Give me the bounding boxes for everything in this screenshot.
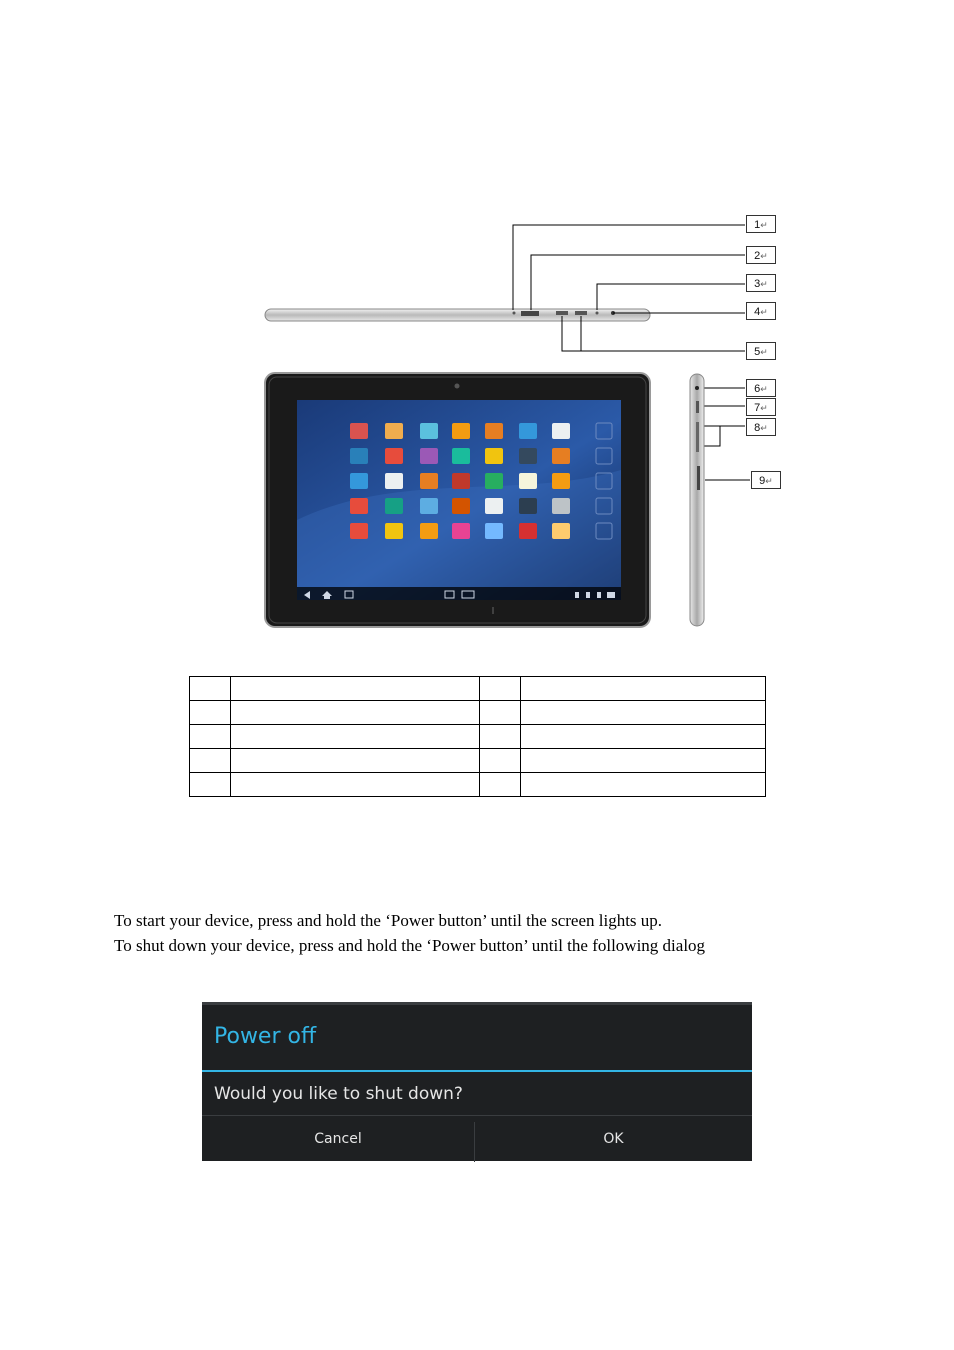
callout-1: 1↵	[746, 215, 776, 233]
table-cell	[521, 773, 766, 797]
dialog-top-strip	[202, 1002, 752, 1005]
table-cell	[190, 725, 231, 749]
tablet-illustration	[0, 0, 954, 640]
table-cell	[190, 749, 231, 773]
dialog-title: Power off	[214, 1024, 317, 1049]
callout-3: 3↵	[746, 274, 776, 292]
device-diagram	[0, 0, 954, 640]
dialog-message: Would you like to shut down?	[214, 1084, 463, 1104]
table-cell	[231, 773, 480, 797]
table-cell	[480, 725, 521, 749]
table-row	[190, 749, 766, 773]
callout-6: 6↵	[746, 379, 776, 397]
table-cell	[190, 701, 231, 725]
table-cell	[480, 701, 521, 725]
table-row	[190, 677, 766, 701]
table-cell	[480, 773, 521, 797]
table-cell	[480, 677, 521, 701]
table-cell	[231, 677, 480, 701]
tablet-side-view	[690, 374, 704, 626]
table-row	[190, 701, 766, 725]
shutdown-instruction-text: To shut down your device, press and hold the ‘Power button’ until the following dialog	[114, 936, 706, 955]
dialog-button-bar	[202, 1115, 752, 1162]
table-cell	[190, 677, 231, 701]
table-cell	[190, 773, 231, 797]
table-cell	[231, 749, 480, 773]
table-cell	[521, 677, 766, 701]
callout-2: 2↵	[746, 246, 776, 264]
callout-5: 5↵	[746, 342, 776, 360]
callout-4: 4↵	[746, 302, 776, 320]
tablet-top-edge	[265, 309, 650, 321]
table-cell	[521, 701, 766, 725]
table-cell	[231, 725, 480, 749]
table-cell	[480, 749, 521, 773]
cancel-button[interactable]: Cancel	[314, 1131, 362, 1147]
ok-button[interactable]: OK	[603, 1131, 624, 1147]
callout-7: 7↵	[746, 398, 776, 416]
start-instruction-text: To start your device, press and hold the ‘Power button’ until the screen lights up.	[114, 911, 663, 930]
table-row	[190, 725, 766, 749]
table-cell	[231, 701, 480, 725]
callout-8: 8↵	[746, 418, 776, 436]
table-cell	[521, 725, 766, 749]
dialog-title-divider	[202, 1070, 752, 1072]
parts-legend-table	[189, 676, 766, 797]
power-off-dialog	[202, 1002, 752, 1161]
callout-9: 9↵	[751, 471, 781, 489]
table-cell	[521, 749, 766, 773]
table-row	[190, 773, 766, 797]
tablet-front-view	[265, 373, 650, 627]
